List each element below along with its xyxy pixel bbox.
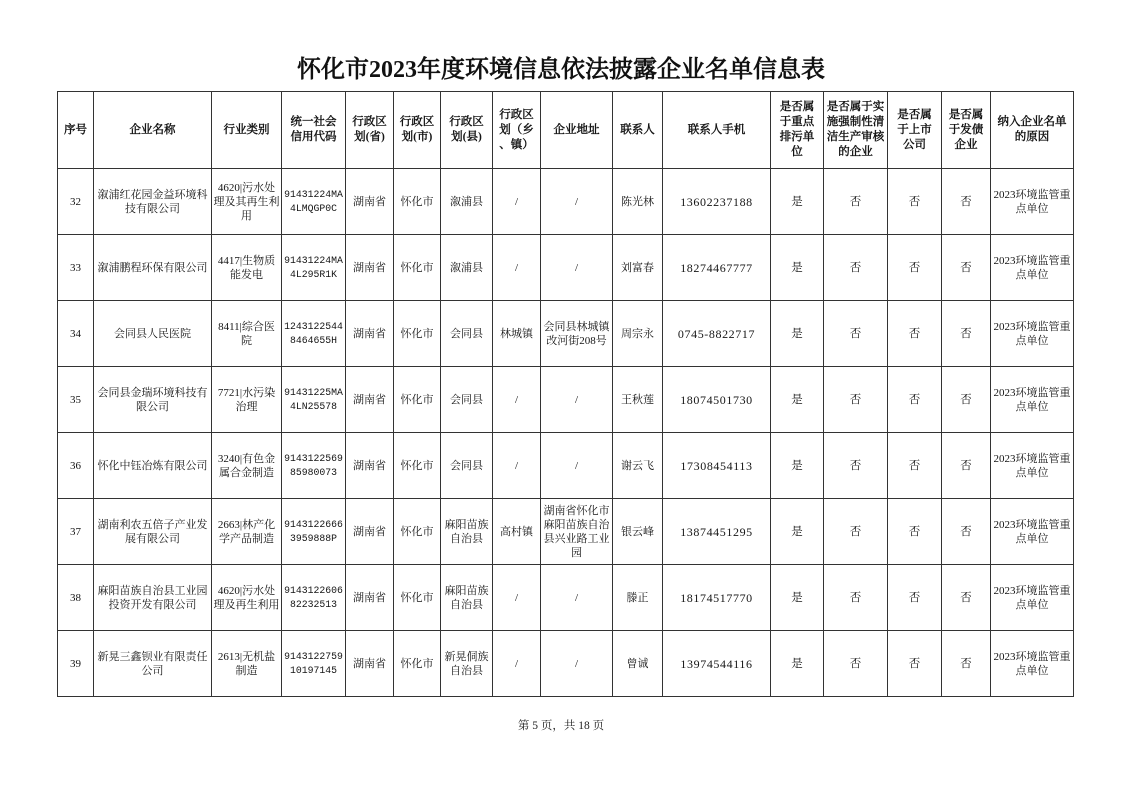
cell-industry: 2613|无机盐制造 bbox=[212, 631, 282, 697]
cell-phone: 13874451295 bbox=[663, 499, 771, 565]
cell-phone: 18174517770 bbox=[663, 565, 771, 631]
cell-bond-issuer: 否 bbox=[942, 301, 991, 367]
cell-listed: 否 bbox=[888, 499, 942, 565]
header-county: 行政区 划(县) bbox=[441, 92, 493, 169]
header-address: 企业地址 bbox=[541, 92, 613, 169]
cell-contact: 银云峰 bbox=[613, 499, 663, 565]
cell-address: / bbox=[541, 433, 613, 499]
cell-contact: 陈光林 bbox=[613, 169, 663, 235]
cell-reason: 2023环境监管重点单位 bbox=[991, 367, 1074, 433]
cell-index: 39 bbox=[58, 631, 94, 697]
header-row bbox=[58, 92, 1074, 169]
cell-county: 新晃侗族自治县 bbox=[441, 631, 493, 697]
cell-industry: 4417|生物质能发电 bbox=[212, 235, 282, 301]
cell-province: 湖南省 bbox=[346, 499, 394, 565]
header-company-name: 企业名称 bbox=[94, 92, 212, 169]
cell-city: 怀化市 bbox=[394, 367, 441, 433]
cell-county: 溆浦县 bbox=[441, 169, 493, 235]
cell-listed: 否 bbox=[888, 433, 942, 499]
cell-address: / bbox=[541, 565, 613, 631]
table-row bbox=[58, 169, 1074, 235]
cell-contact: 周宗永 bbox=[613, 301, 663, 367]
cell-town: / bbox=[493, 565, 541, 631]
cell-credit-code: 12431225448464655H bbox=[282, 301, 346, 367]
cell-listed: 否 bbox=[888, 235, 942, 301]
cell-reason: 2023环境监管重点单位 bbox=[991, 499, 1074, 565]
cell-index: 35 bbox=[58, 367, 94, 433]
cell-credit-code: 914312275910197145 bbox=[282, 631, 346, 697]
cell-reason: 2023环境监管重点单位 bbox=[991, 235, 1074, 301]
table-header bbox=[58, 92, 1074, 169]
cell-bond-issuer: 否 bbox=[942, 367, 991, 433]
header-bond-issuer: 是否属 于发债 企业 bbox=[942, 92, 991, 169]
document-title: 怀化市2023年度环境信息依法披露企业名单信息表 bbox=[297, 57, 825, 83]
table-body bbox=[58, 169, 1074, 697]
cell-company-name: 怀化中钰冶炼有限公司 bbox=[94, 433, 212, 499]
header-town: 行政区 划（乡 、镇） bbox=[493, 92, 541, 169]
cell-clean-production: 否 bbox=[824, 301, 888, 367]
cell-reason: 2023环境监管重点单位 bbox=[991, 631, 1074, 697]
cell-town: 林城镇 bbox=[493, 301, 541, 367]
cell-bond-issuer: 否 bbox=[942, 433, 991, 499]
cell-phone: 18074501730 bbox=[663, 367, 771, 433]
disclosure-table bbox=[57, 91, 1074, 697]
cell-credit-code: 914312260682232513 bbox=[282, 565, 346, 631]
cell-index: 33 bbox=[58, 235, 94, 301]
cell-county: 麻阳苗族自治县 bbox=[441, 565, 493, 631]
header-contact: 联系人 bbox=[613, 92, 663, 169]
cell-phone: 18274467777 bbox=[663, 235, 771, 301]
cell-reason: 2023环境监管重点单位 bbox=[991, 433, 1074, 499]
header-industry: 行业类别 bbox=[212, 92, 282, 169]
cell-listed: 否 bbox=[888, 169, 942, 235]
cell-listed: 否 bbox=[888, 301, 942, 367]
cell-listed: 否 bbox=[888, 631, 942, 697]
cell-company-name: 湖南利农五倍子产业发展有限公司 bbox=[94, 499, 212, 565]
cell-city: 怀化市 bbox=[394, 565, 441, 631]
cell-key-polluter: 是 bbox=[771, 565, 824, 631]
cell-credit-code: 914312256985980073 bbox=[282, 433, 346, 499]
cell-industry: 2663|林产化学产品制造 bbox=[212, 499, 282, 565]
cell-phone: 17308454113 bbox=[663, 433, 771, 499]
cell-city: 怀化市 bbox=[394, 235, 441, 301]
cell-phone: 13602237188 bbox=[663, 169, 771, 235]
cell-county: 会同县 bbox=[441, 367, 493, 433]
cell-province: 湖南省 bbox=[346, 565, 394, 631]
cell-city: 怀化市 bbox=[394, 169, 441, 235]
cell-clean-production: 否 bbox=[824, 631, 888, 697]
cell-city: 怀化市 bbox=[394, 433, 441, 499]
page-number: 第 5 页，共 18 页 bbox=[517, 720, 605, 732]
cell-reason: 2023环境监管重点单位 bbox=[991, 169, 1074, 235]
cell-county: 溆浦县 bbox=[441, 235, 493, 301]
cell-clean-production: 否 bbox=[824, 169, 888, 235]
cell-town: / bbox=[493, 367, 541, 433]
cell-city: 怀化市 bbox=[394, 499, 441, 565]
cell-address: / bbox=[541, 235, 613, 301]
cell-company-name: 会同县人民医院 bbox=[94, 301, 212, 367]
cell-industry: 7721|水污染治理 bbox=[212, 367, 282, 433]
cell-industry: 3240|有色金属合金制造 bbox=[212, 433, 282, 499]
table-row bbox=[58, 631, 1074, 697]
header-phone: 联系人手机 bbox=[663, 92, 771, 169]
header-clean-production: 是否属于实 施强制性清 洁生产审核 的企业 bbox=[824, 92, 888, 169]
cell-address: / bbox=[541, 169, 613, 235]
cell-province: 湖南省 bbox=[346, 433, 394, 499]
cell-city: 怀化市 bbox=[394, 631, 441, 697]
cell-contact: 滕正 bbox=[613, 565, 663, 631]
cell-address: 会同县林城镇改河街208号 bbox=[541, 301, 613, 367]
cell-bond-issuer: 否 bbox=[942, 169, 991, 235]
cell-key-polluter: 是 bbox=[771, 631, 824, 697]
cell-bond-issuer: 否 bbox=[942, 499, 991, 565]
cell-company-name: 溆浦红花园金益环境科技有限公司 bbox=[94, 169, 212, 235]
cell-province: 湖南省 bbox=[346, 367, 394, 433]
cell-city: 怀化市 bbox=[394, 301, 441, 367]
cell-index: 34 bbox=[58, 301, 94, 367]
cell-clean-production: 否 bbox=[824, 499, 888, 565]
cell-industry: 4620|污水处理及再生利用 bbox=[212, 565, 282, 631]
cell-industry: 4620|污水处理及其再生利用 bbox=[212, 169, 282, 235]
cell-credit-code: 91431224MA4LMQGP0C bbox=[282, 169, 346, 235]
header-index: 序号 bbox=[58, 92, 94, 169]
table-row bbox=[58, 499, 1074, 565]
cell-credit-code: 91431226663959888P bbox=[282, 499, 346, 565]
cell-town: / bbox=[493, 631, 541, 697]
cell-county: 会同县 bbox=[441, 301, 493, 367]
cell-company-name: 溆浦鹏程环保有限公司 bbox=[94, 235, 212, 301]
cell-company-name: 新晃三鑫钡业有限责任公司 bbox=[94, 631, 212, 697]
cell-contact: 谢云飞 bbox=[613, 433, 663, 499]
header-key-polluter: 是否属 于重点 排污单 位 bbox=[771, 92, 824, 169]
table-row bbox=[58, 433, 1074, 499]
cell-key-polluter: 是 bbox=[771, 235, 824, 301]
table-row bbox=[58, 367, 1074, 433]
cell-credit-code: 91431225MA4LN25578 bbox=[282, 367, 346, 433]
cell-contact: 曾诚 bbox=[613, 631, 663, 697]
cell-town: / bbox=[493, 235, 541, 301]
cell-clean-production: 否 bbox=[824, 433, 888, 499]
cell-reason: 2023环境监管重点单位 bbox=[991, 301, 1074, 367]
header-reason: 纳入企业名单 的原因 bbox=[991, 92, 1074, 169]
header-listed: 是否属 于上市 公司 bbox=[888, 92, 942, 169]
cell-province: 湖南省 bbox=[346, 631, 394, 697]
cell-credit-code: 91431224MA4L295R1K bbox=[282, 235, 346, 301]
cell-listed: 否 bbox=[888, 565, 942, 631]
cell-listed: 否 bbox=[888, 367, 942, 433]
cell-address: / bbox=[541, 631, 613, 697]
cell-county: 会同县 bbox=[441, 433, 493, 499]
cell-town: 高村镇 bbox=[493, 499, 541, 565]
cell-company-name: 会同县金瑞环境科技有限公司 bbox=[94, 367, 212, 433]
cell-phone: 13974544116 bbox=[663, 631, 771, 697]
cell-industry: 8411|综合医院 bbox=[212, 301, 282, 367]
cell-province: 湖南省 bbox=[346, 301, 394, 367]
cell-clean-production: 否 bbox=[824, 367, 888, 433]
cell-contact: 刘富春 bbox=[613, 235, 663, 301]
cell-key-polluter: 是 bbox=[771, 499, 824, 565]
header-city: 行政区 划(市) bbox=[394, 92, 441, 169]
cell-town: / bbox=[493, 433, 541, 499]
cell-bond-issuer: 否 bbox=[942, 235, 991, 301]
cell-key-polluter: 是 bbox=[771, 301, 824, 367]
cell-address: 湖南省怀化市麻阳苗族自治县兴业路工业园 bbox=[541, 499, 613, 565]
cell-town: / bbox=[493, 169, 541, 235]
table-row bbox=[58, 301, 1074, 367]
cell-reason: 2023环境监管重点单位 bbox=[991, 565, 1074, 631]
header-credit-code: 统一社会 信用代码 bbox=[282, 92, 346, 169]
cell-index: 32 bbox=[58, 169, 94, 235]
header-province: 行政区 划(省) bbox=[346, 92, 394, 169]
cell-index: 36 bbox=[58, 433, 94, 499]
cell-key-polluter: 是 bbox=[771, 433, 824, 499]
cell-index: 38 bbox=[58, 565, 94, 631]
cell-county: 麻阳苗族自治县 bbox=[441, 499, 493, 565]
cell-key-polluter: 是 bbox=[771, 169, 824, 235]
cell-clean-production: 否 bbox=[824, 565, 888, 631]
table-row bbox=[58, 565, 1074, 631]
cell-company-name: 麻阳苗族自治县工业园投资开发有限公司 bbox=[94, 565, 212, 631]
table-row bbox=[58, 235, 1074, 301]
cell-address: / bbox=[541, 367, 613, 433]
cell-contact: 王秋莲 bbox=[613, 367, 663, 433]
cell-bond-issuer: 否 bbox=[942, 631, 991, 697]
cell-key-polluter: 是 bbox=[771, 367, 824, 433]
cell-bond-issuer: 否 bbox=[942, 565, 991, 631]
cell-province: 湖南省 bbox=[346, 169, 394, 235]
cell-province: 湖南省 bbox=[346, 235, 394, 301]
cell-phone: 0745-8822717 bbox=[663, 301, 771, 367]
cell-index: 37 bbox=[58, 499, 94, 565]
cell-clean-production: 否 bbox=[824, 235, 888, 301]
